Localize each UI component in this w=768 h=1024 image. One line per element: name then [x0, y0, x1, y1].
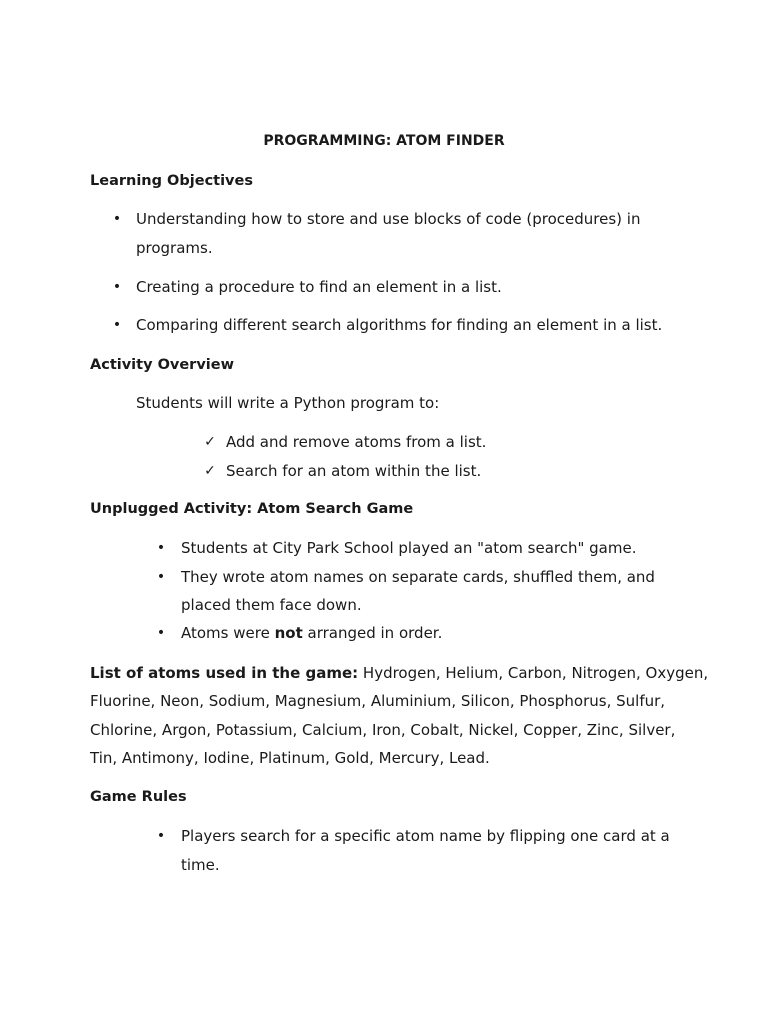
- unplugged-item-3-after: arranged in order.: [302, 624, 443, 642]
- game-rules-heading: Game Rules: [90, 789, 187, 805]
- bullet-icon: •: [156, 540, 166, 556]
- check-item-1: Add and remove atoms from a list.: [226, 433, 487, 451]
- bullet-icon: •: [156, 828, 166, 844]
- atom-list-line-4: Tin, Antimony, Iodine, Platinum, Gold, Mercury, Lead.: [90, 749, 490, 767]
- unplugged-activity-heading: Unplugged Activity: Atom Search Game: [90, 501, 414, 517]
- unplugged-item-3: [181, 623, 442, 643]
- objective-1-line-2: programs.: [136, 239, 213, 257]
- objective-2: Creating a procedure to find an element in a list.: [136, 278, 502, 296]
- objective-3: Comparing different search algorithms for finding an element in a list.: [136, 316, 663, 334]
- unplugged-item-1: Students at City Park School played an "atom search" game.: [181, 539, 637, 557]
- check-item-2: Search for an atom within the list.: [226, 462, 482, 480]
- activity-overview-intro: Students will write a Python program to:: [136, 394, 440, 412]
- bullet-icon: •: [156, 625, 166, 641]
- objective-1-line-1: Understanding how to store and use blocks of code (procedures) in: [136, 210, 641, 228]
- game-rule-1-line-2: time.: [181, 856, 220, 874]
- atom-list-line-2: Fluorine, Neon, Sodium, Magnesium, Aluminium, Silicon, Phosphorus, Sulfur,: [90, 692, 666, 710]
- learning-objectives-heading: Learning Objectives: [90, 173, 253, 189]
- bullet-icon: •: [112, 279, 122, 295]
- unplugged-item-2-line-1: They wrote atom names on separate cards, shuffled them, and: [181, 568, 655, 586]
- checkmark-icon: ✓: [204, 434, 216, 450]
- page-title: PROGRAMMING: ATOM FINDER: [263, 133, 505, 149]
- unplugged-item-2-line-2: placed them face down.: [181, 596, 362, 614]
- game-rule-1-line-1: Players search for a specific atom name by flipping one card at a: [181, 827, 670, 845]
- atom-list-line-1: [90, 663, 708, 683]
- checkmark-icon: ✓: [204, 463, 216, 479]
- atom-list-label: List of atoms used in the game:: [90, 664, 359, 682]
- bullet-icon: •: [112, 317, 122, 333]
- atom-list-line-3: Chlorine, Argon, Potassium, Calcium, Iron, Cobalt, Nickel, Copper, Zinc, Silver,: [90, 721, 676, 739]
- bullet-icon: •: [156, 569, 166, 585]
- activity-overview-heading: Activity Overview: [90, 357, 234, 373]
- bullet-icon: •: [112, 211, 122, 227]
- emphasis-not: not: [274, 624, 303, 642]
- unplugged-item-3-before: Atoms were: [181, 624, 275, 642]
- atom-list-first-line: Hydrogen, Helium, Carbon, Nitrogen, Oxygen,: [358, 664, 709, 682]
